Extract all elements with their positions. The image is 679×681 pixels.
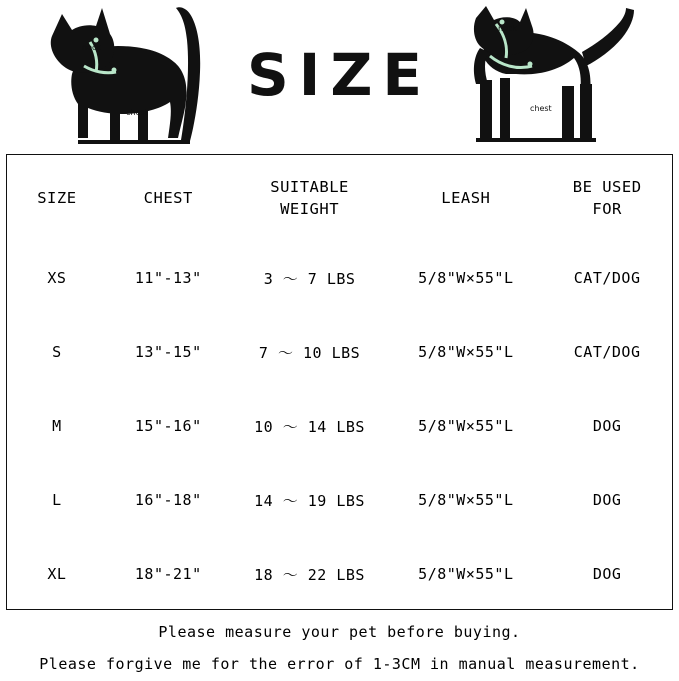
table-row — [7, 241, 672, 315]
cell-leash: 5/8"W×55"L — [418, 417, 514, 435]
table-header — [7, 155, 672, 241]
cell-size: XL — [47, 565, 67, 583]
dog-neck-label: neck — [498, 24, 518, 33]
cell-leash: 5/8"W×55"L — [418, 491, 514, 509]
table-row — [7, 537, 672, 611]
cell-size: S — [52, 343, 62, 361]
cell-leash: 5/8"W×55"L — [418, 343, 514, 361]
cell-chest: 18"-21" — [134, 565, 202, 583]
table-row — [7, 315, 672, 389]
dog-chest-label: chest — [530, 104, 552, 113]
cell-leash: 5/8"W×55"L — [418, 269, 514, 287]
cell-size: M — [52, 417, 62, 435]
note-tolerance: Please forgive me for the error of 1-3CM in manual measurement. — [39, 655, 640, 673]
cat-chest-label: chest — [126, 108, 148, 117]
cell-used-for: DOG — [592, 491, 622, 509]
cell-used-for: CAT/DOG — [573, 269, 641, 287]
cell-used-for: DOG — [592, 565, 622, 583]
cell-chest: 13"-15" — [134, 343, 202, 361]
footer-notes — [0, 616, 679, 680]
column-header-used-line1: BE USED — [572, 178, 642, 196]
table-row — [7, 463, 672, 537]
cell-weight: 10 ～ 14 LBS — [254, 417, 365, 436]
column-header-chest-line1: CHEST — [143, 189, 193, 207]
cell-size: XS — [47, 269, 67, 287]
header — [0, 0, 679, 152]
cell-used-for: DOG — [592, 417, 622, 435]
column-header-be-used-for — [542, 155, 672, 241]
cell-weight: 14 ～ 19 LBS — [254, 491, 365, 510]
page-title: SIZE — [246, 41, 433, 109]
note-measure: Please measure your pet before buying. — [158, 623, 521, 641]
column-header-size — [7, 155, 107, 241]
cell-weight: 3 ～ 7 LBS — [263, 269, 356, 288]
size-table-container — [6, 154, 673, 610]
cell-chest: 11"-13" — [134, 269, 202, 287]
cell-leash: 5/8"W×55"L — [418, 565, 514, 583]
size-table — [7, 155, 672, 611]
column-header-weight-line1: SUITABLE — [270, 178, 349, 196]
table-row — [7, 389, 672, 463]
column-header-suitable-weight — [230, 155, 390, 241]
cell-weight: 7 ～ 10 LBS — [258, 343, 361, 362]
column-header-leash-line1: LEASH — [441, 189, 491, 207]
table-header-row — [7, 155, 672, 241]
cell-size: L — [52, 491, 62, 509]
table-body — [7, 241, 672, 611]
cat-neck-label: neck — [82, 43, 102, 52]
column-header-used-line2: FOR — [592, 200, 622, 218]
cell-chest: 16"-18" — [134, 491, 202, 509]
dog-silhouette-icon — [446, 0, 661, 152]
column-header-size-line1: SIZE — [37, 189, 77, 207]
column-header-weight-line2: WEIGHT — [280, 200, 340, 218]
cell-weight: 18 ～ 22 LBS — [254, 565, 365, 584]
column-header-chest — [107, 155, 230, 241]
cell-used-for: CAT/DOG — [573, 343, 641, 361]
cell-chest: 15"-16" — [134, 417, 202, 435]
column-header-leash — [389, 155, 542, 241]
